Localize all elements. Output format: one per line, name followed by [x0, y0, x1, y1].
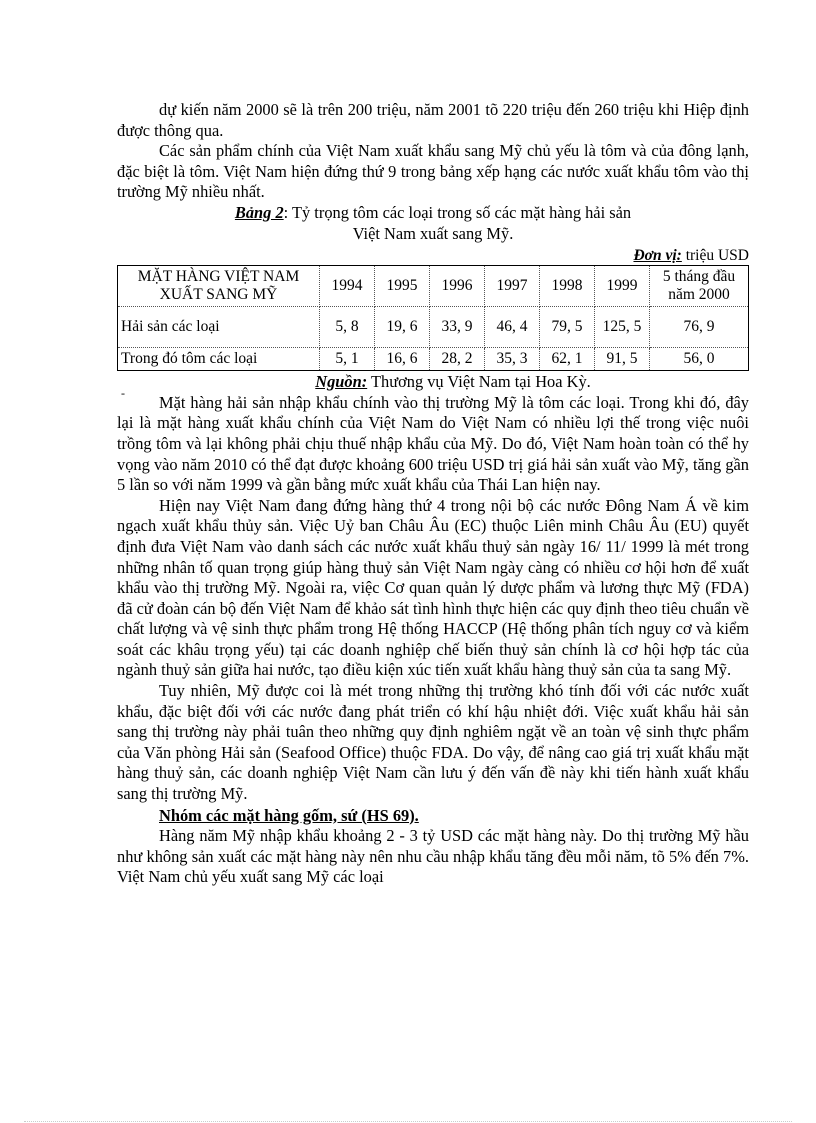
table-row: [118, 307, 749, 348]
paragraph-main-products: Các sản phẩm chính của Việt Nam xuất khẩu sang Mỹ chủ yếu là tôm và của đông lạnh, đặc biệt là tôm. Việt Nam hiện đứng thứ 9 trong bảng xếp hạng các nước xuất khẩu tôm vào thị trường Mỹ nhiều nhất.: [117, 141, 749, 202]
table-cell: 56, 0: [650, 348, 749, 371]
table-row: [118, 348, 749, 371]
header-year: 1996: [430, 266, 485, 307]
page-bottom-border: [24, 1121, 792, 1122]
paragraph-fda-requirements: Tuy nhiên, Mỹ được coi là mét trong những thị trường khó tính đối với các nước xuất khẩu, đặc biệt đối với các nước đang phát triển có khí hậu nhiệt đới. Việc xuất khẩu hải sản sang thị trường này phải tuân theo những quy định nghiêm ngặt về an toàn vệ sinh thực phẩm của Văn phòng Hải sản (Seafood Office) thuộc FDA. Do vậy, để nâng cao giá trị xuất khẩu mặt hàng thuỷ sản, các doanh nghiệp Việt Nam cần lưu ý đến vấn đề này khi tiến hành xuất khẩu sang thị trường Mỹ.: [117, 681, 749, 804]
document-page: [117, 100, 749, 888]
stray-bullet: -: [121, 386, 125, 400]
table-header-row: [118, 266, 749, 307]
table-caption: [117, 203, 749, 224]
paragraph-asean-ranking: Hiện nay Việt Nam đang đứng hàng thứ 4 trong nội bộ các nước Đông Nam Á về kim ngạch xuất khẩu thủy sản. Việc Uỷ ban Châu Âu (EC) thuộc Liên minh Châu Âu (EU) quyết định đưa Việt Nam vào danh sách các nước xuất khẩu thuỷ sản ngày 16/ 11/ 1999 là mét trong những nhân tố quan trọng giúp hàng thuỷ sản Việt Nam ngày càng có nhiều cơ hội hơn để xuất khẩu vào thị trường Mỹ. Ngoài ra, việc Cơ quan quản lý dược phẩm và lương thực Mỹ (FDA) đã cử đoàn cán bộ đến Việt Nam để khảo sát tình hình thực hiện các quy định theo tiêu chuẩn về chất lượng và vệ sinh thực phẩm trong Hệ thống HACCP (Hệ thống phân tích nguy cơ và kiểm soát các khâu trọng yếu) tại các doanh nghiệp chế biến thuỷ sản chính là cơ hội hợp tác của ngành thuỷ sản giữa hai nước, tạo điều kiện xúc tiến xuất khẩu hàng thuỷ sản của ta sang Mỹ.: [117, 495, 749, 680]
table-cell: 33, 9: [430, 307, 485, 348]
source-text: Thương vụ Việt Nam tại Hoa Kỳ.: [367, 372, 591, 392]
table-cell: 91, 5: [595, 348, 650, 371]
header-year: 1997: [485, 266, 540, 307]
unit-value: triệu USD: [681, 247, 749, 265]
table-cell: 5, 8: [320, 307, 375, 348]
paragraph-shrimp-imports: Mặt hàng hải sản nhập khẩu chính vào thị trường Mỹ là tôm các loại. Trong khi đó, đây lại là mặt hàng xuất khẩu chính của Việt Nam do Việt Nam có nhiều lợi thế trong việc nuôi trồng tôm và lại không phải chịu thuế nhập khẩu của Mỹ. Do đó, Việt Nam hoàn toàn có thể hy vọng vào năm 2010 có thể đạt được khoảng 600 triệu USD trị giá hải sản xuất vào Mỹ, tăng gần 5 lần so với năm 1999 và gần bằng mức xuất khẩu của Thái Lan hiện nay.: [117, 392, 749, 495]
table-cell: 62, 1: [540, 348, 595, 371]
table-caption-line2: Việt Nam xuất sang Mỹ.: [352, 223, 514, 243]
unit-label: Đơn vị:: [633, 247, 682, 265]
table-cell: 35, 3: [485, 348, 540, 371]
header-year: 1999: [595, 266, 650, 307]
paragraph-ceramics: Hàng năm Mỹ nhập khẩu khoảng 2 - 3 tỷ USD các mặt hàng này. Do thị trường Mỹ hầu như không sản xuất các mặt hàng này nên nhu cầu nhập khẩu tăng đều mỗi năm, tõ 5% đến 7%. Việt Nam chủ yếu xuất sang Mỹ các loại: [117, 826, 749, 887]
table-caption-text: : Tỷ trọng tôm các loại trong số các mặt hàng hải sản: [283, 202, 632, 222]
table-cell: 125, 5: [595, 307, 650, 348]
header-label-cell: MẶT HÀNG VIỆT NAM XUẤT SANG MỸ: [118, 266, 320, 307]
row-label: Hải sản các loại: [118, 307, 320, 348]
table-cell: 46, 4: [485, 307, 540, 348]
header-year: 1994: [320, 266, 375, 307]
row-label: Trong đó tôm các loại: [118, 348, 320, 371]
table-cell: 76, 9: [650, 307, 749, 348]
unit-line: [117, 246, 749, 265]
header-year: 1998: [540, 266, 595, 307]
table-cell: 79, 5: [540, 307, 595, 348]
table-source: [157, 372, 749, 393]
header-year: 1995: [375, 266, 430, 307]
section-heading: Nhóm các mặt hàng gốm, sứ (HS 69).: [159, 805, 419, 825]
header-year-2000: 5 tháng đầu năm 2000: [650, 266, 749, 307]
source-label: Nguồn:: [315, 372, 368, 392]
table-cell: 28, 2: [430, 348, 485, 371]
table-cell: 16, 6: [375, 348, 430, 371]
paragraph-continued: dự kiến năm 2000 sẽ là trên 200 triệu, năm 2001 tõ 220 triệu đến 260 triệu khi Hiệp định được thông qua.: [117, 100, 749, 140]
table-cell: 19, 6: [375, 307, 430, 348]
table-cell: 5, 1: [320, 348, 375, 371]
seafood-table: [117, 265, 749, 371]
table-caption-label: Bảng 2: [234, 202, 284, 222]
